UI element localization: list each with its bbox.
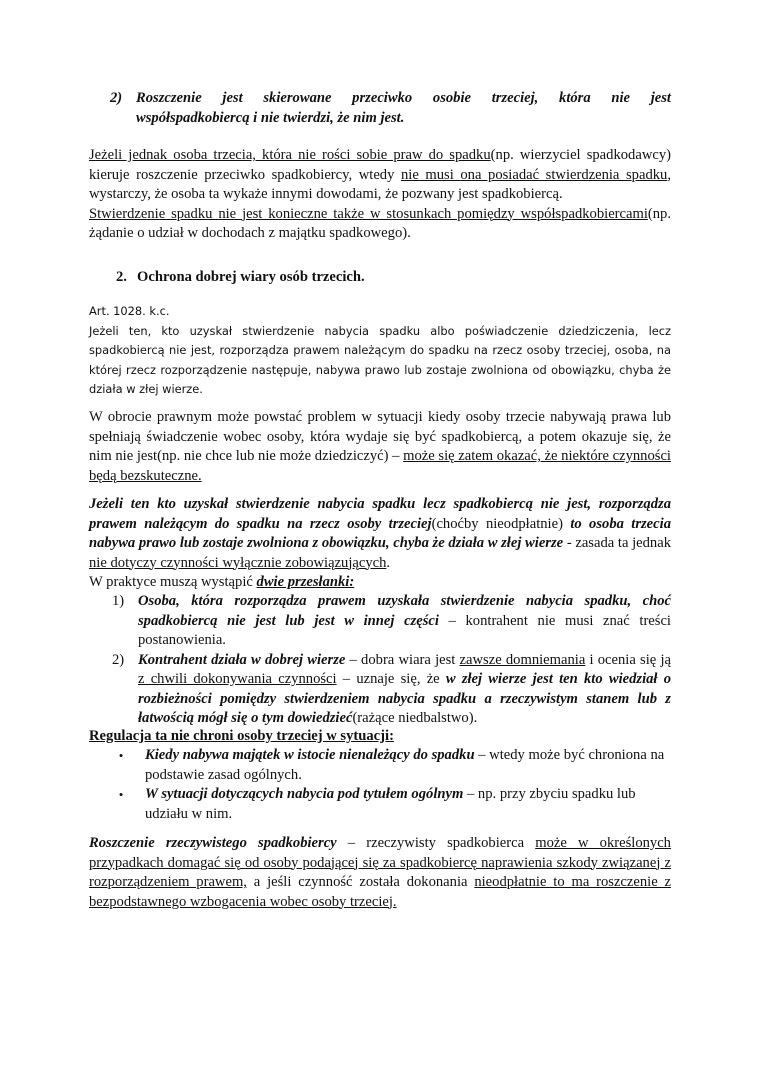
list-number: 2) — [110, 90, 123, 106]
list-line-2: współspadkobiercą i nie twierdzi, że nim jest. — [136, 109, 405, 126]
underlined-text: Stwierdzenie spadku nie jest konieczne także w stosunkach pomiędzy współspadkobiercami — [89, 205, 648, 222]
underlined-text: Jeżeli jednak osoba trzecia, która nie rości sobie praw do spadku — [89, 147, 491, 163]
emphasis-underlined-text: dwie przesłanki: — [256, 574, 355, 590]
list-item-2-top — [110, 89, 671, 128]
text: W obrocie prawnym może powstać problem w sytuacji kiedy osoby trzecie nabywają prawa lub spełniają świadczenie wobec osoby, która wydaje się być spadkobiercą, a potem okazuje się, że nim nie jest(np. nie chce lub nie może dziedziczyć) – — [89, 409, 671, 464]
underlined-text: nieodpłatnie to ma roszczenie z bezpodstawnego wzbogacenia wobec osoby trzeciej. — [89, 874, 671, 910]
article-reference: Art. 1028. k.c. — [89, 304, 170, 318]
emphasis-text: Roszczenie rzeczywistego spadkobiercy — [89, 835, 337, 851]
underlined-text: z chwili dokonywania czynności — [138, 671, 337, 687]
emphasis-text: Jeżeli ten kto uzyskał stwierdzenie nabycia spadku lecz spadkobiercą nie jest, rozporządza prawem należącym do spadku na rzecz osoby trzeciej — [89, 496, 671, 532]
text: . — [386, 554, 391, 571]
emphasis-text: Kontrahent działa w dobrej wierze — [138, 651, 346, 668]
paragraph-principle — [89, 495, 671, 593]
text: a jeśli czynność została dokonania — [246, 874, 475, 890]
bullet-icon: • — [118, 748, 124, 763]
article-quote — [89, 302, 671, 400]
text: (np. wierzyciel spadkodawcy) kieruje roszczenie przeciwko spadkobiercy, wtedy — [89, 147, 671, 183]
section-heading — [116, 268, 671, 288]
emphasis-text: Kiedy nabywa majątek w istocie nienależący do spadku — [145, 747, 475, 763]
text: (rażące niedbalstwo). — [352, 710, 478, 726]
text: – wtedy może być chroniona na podstawie zasad ogólnych. — [145, 747, 665, 783]
condition-item — [112, 592, 671, 651]
emphasis-text: W sytuacji dotyczących nabycia pod tytułem ogólnym — [145, 786, 464, 802]
text: – uznaje się, że — [336, 671, 446, 687]
text: i ocenia się ją — [585, 651, 671, 668]
underlined-text: może się zatem okazać, że niektóre czynności będą bezskuteczne. — [89, 448, 671, 484]
emphasis-text: to osoba trzecia nabywa prawo lub zostaje zwolniona z obowiązku, chyba że działa w złej wierze — [89, 515, 671, 551]
section-title: Ochrona dobrej wiary osób trzecich. — [137, 269, 365, 285]
paragraph-real-heir-claim — [89, 834, 671, 912]
paragraph-third-party — [89, 146, 671, 244]
bullet-item — [97, 746, 671, 785]
conditions-list — [112, 592, 671, 729]
underlined-text: może w określonych przypadkach domagać się od osoby podającej się za spadkobiercę naprawienia szkody związanej z rozporządzeniem prawem, — [89, 835, 671, 890]
text: W praktyce muszą wystąpić — [89, 574, 257, 590]
text: (choćby nieodpłatnie) — [431, 515, 571, 532]
text: (np. żądanie o udział w dochodach z majątku spadkowego). — [89, 205, 671, 241]
underlined-text: zawsze domniemania — [459, 651, 586, 668]
text: - zasada ta jednak — [563, 535, 671, 551]
condition-number: 2) — [112, 651, 125, 668]
section-number: 2. — [116, 269, 127, 285]
article-text: Jeżeli ten, kto uzyskał stwierdzenie nabycia spadku albo poświadczenie dziedziczenia, lecz spadkobiercą nie jest, rozporządza prawem należącym do spadku na rzecz osoby trzeciej, osoba, na której rzecz rozporządzenie następuje, nabywa prawo lub zostaje zwolniona od obowiązku, chyba że działa w złej wierze. — [89, 323, 671, 397]
emphasis-text: w złej wierze jest ten kto wiedział o rozbieżności pomiędzy stwierdzeniem nabycia spadku a rzeczywistym stanem lub z łatwością mógł się o tym dowiedzieć — [138, 671, 671, 726]
underlined-text: nie musi ona posiadać stwierdzenia spadku — [400, 166, 668, 183]
regulation-list — [97, 746, 671, 824]
condition-item — [112, 651, 671, 729]
emphasis-text: Osoba, która rozporządza prawem uzyskała stwierdzenie nabycia spadku, choć spadkobiercą nie jest lub jest w innej części — [138, 593, 671, 629]
text: – dobra wiara jest — [345, 651, 460, 668]
text: – rzeczywisty spadkobierca — [336, 835, 536, 851]
text: – np. przy zbyciu spadku lub udziału w nim. — [145, 786, 636, 822]
bullet-item — [97, 785, 671, 824]
regulation-heading: Regulacja ta nie chroni osoby trzeciej w sytuacji: — [89, 728, 394, 744]
text: , wystarczy, że osoba ta wykaże innymi dowodami, że pozwany jest spadkobiercą. — [89, 166, 671, 202]
bullet-icon: • — [118, 787, 124, 802]
underlined-text: nie dotyczy czynności wyłącznie zobowiązujących — [89, 554, 387, 571]
list-line-1: Roszczenie jest skierowane przeciwko osobie trzeciej, która nie jest — [136, 90, 671, 106]
paragraph-legal-problem — [89, 408, 671, 486]
text: – kontrahent nie musi znać treści postanowienia. — [138, 612, 671, 648]
condition-number: 1) — [112, 593, 125, 609]
